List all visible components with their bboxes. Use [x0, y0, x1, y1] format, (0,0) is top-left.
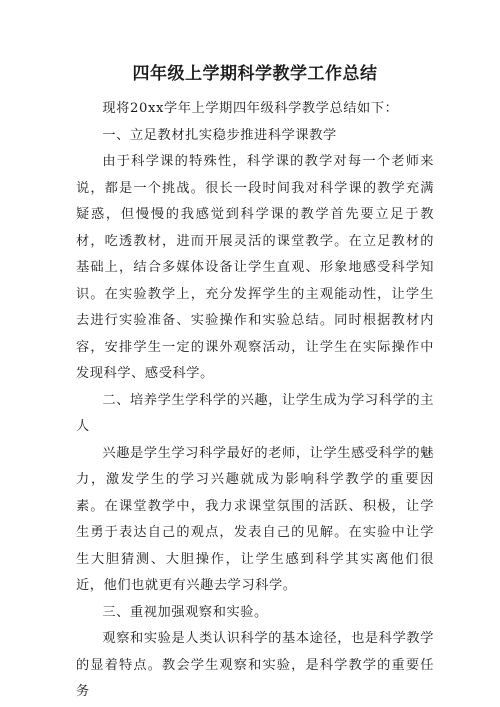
body-paragraph-2: 兴趣是学生学习科学最好的老师，让学生感受科学的魅力，激发学生的学习兴趣就成为影响科学教学的重要因素。在课堂教学中，我力求课堂氛围的活跃、积极，让学生勇于表达自己的观点，发表自己的见解。在实验中让学生大胆猜测、大胆操作，让学生感到科学其实离他们很近，他们也就更有兴趣去学习科学。	[76, 445, 434, 593]
document-title: 四年级上学期科学教学工作总结	[132, 64, 378, 84]
body-paragraph-3: 观察和实验是人类认识科学的基本途径，也是科学教学的显着特点。教会学生观察和实验，是科学教学的重要任务	[76, 631, 434, 699]
section-heading-3: 三、重视加强观察和实验。	[102, 604, 268, 620]
intro-paragraph: 现将20xx学年上学期四年级科学教学总结如下：	[102, 101, 399, 116]
section-heading-2: 二、培养学生学科学的兴趣，让学生成为学习科学的主人	[76, 392, 434, 434]
section-heading-1: 一、立足教材扎实稳步推进科学课教学	[102, 127, 337, 143]
body-paragraph-1: 由于科学课的特殊性，科学课的教学对每一个老师来说，都是一个挑战。很长一段时间我对科学课的教学充满疑惑，但慢慢的我感觉到科学课的教学首先要立足于教材，吃透教材，进而开展灵活的课堂教学。在立足教材的基础上，结合多媒体设备让学生直观、形象地感受科学知识。在实验教学上，充分发挥学生的主观能动性，让学生去进行实验准备、实验操作和实验总结。同时根据教材内容，安排学生一定的课外观察活动，让学生在实际操作中发现科学、感受科学。	[76, 154, 434, 381]
